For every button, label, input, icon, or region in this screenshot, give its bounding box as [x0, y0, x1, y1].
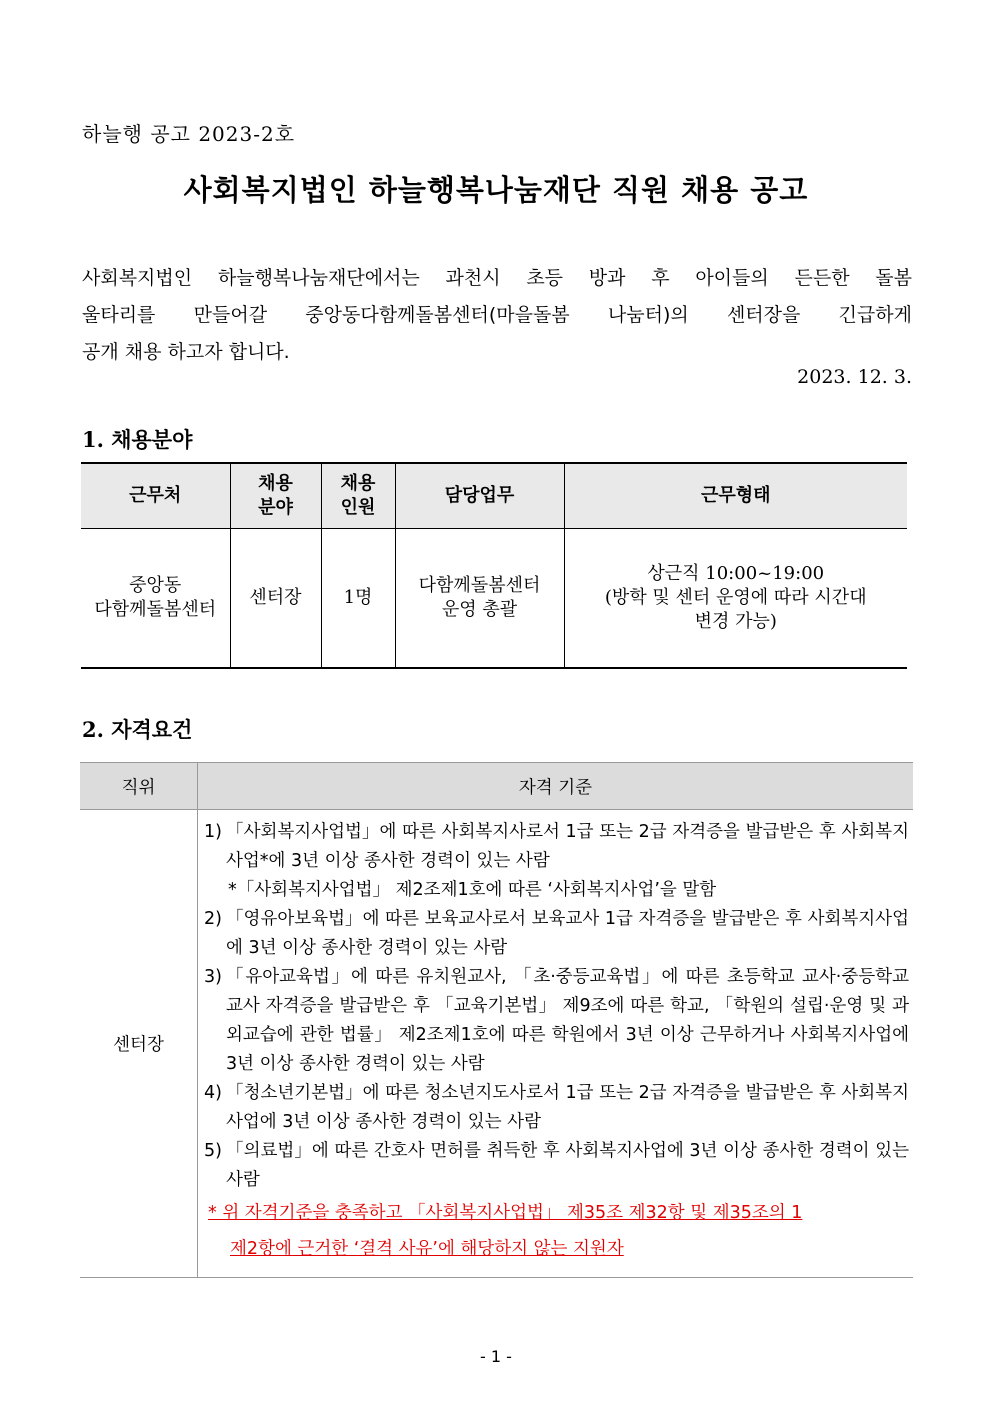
- header-duty: 담당업무: [395, 463, 564, 529]
- header-field: 채용 분야: [230, 463, 321, 529]
- notice-number: 하늘행 공고 2023-2호: [82, 122, 296, 146]
- list-item: 1) 「사회복지사업법」에 따른 사회복지사로서 1급 또는 2급 자격증을 발급받은 후 사회복지사업*에 3년 이상 종사한 경력이 있는 사람: [204, 822, 909, 871]
- cell-duty: 다함께돌봄센터 운영 총괄: [395, 529, 564, 669]
- table-row: [80, 810, 913, 1278]
- cell-criteria: [198, 810, 914, 1278]
- intro-line: 사회복지법인 하늘행복나눔재단에서는 과천시 초등 방과 후 아이들의 든든한 돌봄: [82, 267, 912, 289]
- header-criteria: 자격 기준: [198, 763, 914, 810]
- cell-position: 센터장: [80, 810, 198, 1278]
- header-count: 채용 인원: [321, 463, 395, 529]
- table-header-row: [81, 463, 907, 529]
- cell-count: 1명: [321, 529, 395, 669]
- table-header-row: [80, 763, 913, 810]
- list-item: 4) 「청소년기본법」에 따른 청소년지도사로서 1급 또는 2급 자격증을 발급받은 후 사회복지사업에 3년 이상 종사한 경력이 있는 사람: [204, 1083, 909, 1132]
- list-item: 2) 「영유아보육법」에 따른 보육교사로서 보육교사 1급 자격증을 발급받은 후 사회복지사업에 3년 이상 종사한 경력이 있는 사람: [204, 909, 909, 958]
- header-position: 직위: [80, 763, 198, 810]
- cell-field: 센터장: [230, 529, 321, 669]
- cell-workplace: 중앙동 다함께돌봄센터: [81, 529, 230, 669]
- qualification-table: [80, 762, 913, 1278]
- list-item: 3) 「유아교육법」에 따른 유치원교사, 「초·중등교육법」에 따른 초등학교 교사·중등학교 교사 자격증을 발급받은 후 「교육기본법」 제9조에 따른 학교, 「학원의 설립·운영 및 과외교습에 관한 법률」 제2조제1호에 따른 학원에서 3년 이상 근무하거나 사회복지사업에 3년 이상 종사한 경력이 있는 사람: [204, 967, 909, 1074]
- footnote-item: *「사회복지사업법」 제2조제1호에 따른 ‘사회복지사업’을 말함: [228, 880, 717, 900]
- intro-line: 공개 채용 하고자 합니다.: [82, 341, 290, 363]
- header-workplace: 근무처: [81, 463, 230, 529]
- intro-line: 울타리를 만들어갈 중앙동다함께돌봄센터(마을돌봄 나눔터)의 센터장을 긴급하게: [82, 304, 912, 326]
- recruitment-table: [81, 462, 907, 669]
- section-heading-recruitment: 1. 채용분야: [82, 427, 193, 452]
- header-work-type: 근무형태: [564, 463, 907, 529]
- intro-paragraph: [82, 260, 912, 371]
- page-number: - 1 -: [480, 1347, 512, 1366]
- page-title: 사회복지법인 하늘행복나눔재단 직원 채용 공고: [183, 173, 809, 207]
- cell-work-type: 상근직 10:00~19:00 (방학 및 센터 운영에 따라 시간대 변경 가능): [564, 529, 907, 669]
- notice-date: 2023. 12. 3.: [797, 366, 912, 388]
- section-heading-qualifications: 2. 자격요건: [82, 717, 193, 742]
- table-row: [81, 529, 907, 669]
- disqualification-note: * 위 자격기준을 충족하고 「사회복지사업법」 제35조 제32항 및 제35조의 1 제2항에 근거한 ‘결격 사유’에 해당하지 않는 지원자: [208, 1203, 803, 1259]
- list-item: 5) 「의료법」에 따른 간호사 면허를 취득한 후 사회복지사업에 3년 이상 종사한 경력이 있는 사람: [204, 1141, 909, 1190]
